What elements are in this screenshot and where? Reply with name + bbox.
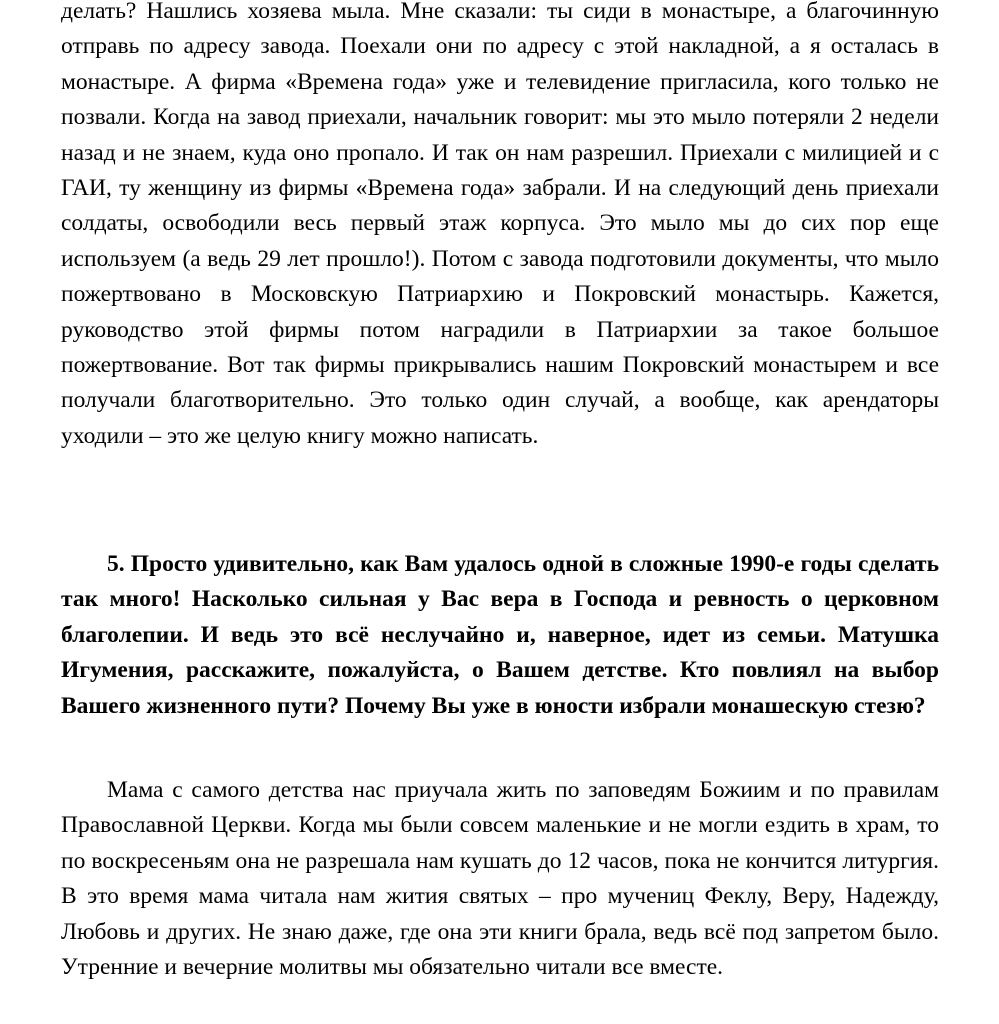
answer-paragraph: Мама с самого детства нас приучала жить по заповедям Божиим и по правилам Православной Церкви. Когда мы были совсем маленькие и не могли ездить в храм, то по воскресеньям она не разрешала нам кушать до 12 часов, пока не кончится литургия. В это время мама читала нам жития святых – про мучениц Феклу, Веру, Надежду, Любовь и других. Не знаю даже, где она эти книги брала, ведь всё под запретом было. Утренние и вечерние молитвы мы обязательно читали все вместе.	[61, 777, 939, 981]
interview-question-5: 5. Просто удивительно, как Вам удалось одной в сложные 1990-е годы сделать так много! Насколько сильная у Вас вера в Господа и ревность о церковном благолепии. И ведь это всё неслучайно и, наверное, идет из семьи. Матушка Игумения, расскажите, пожалуйста, о Вашем детстве. Кто повлиял на выбор Вашего жизненного пути? Почему Вы уже в юности избрали монашескую стезю?	[61, 551, 939, 719]
body-paragraph-continued: делать? Нашлись хозяева мыла. Мне сказали: ты сиди в монастыре, а благочинную отправь по адресу завода. Поехали они по адресу с этой накладной, а я осталась в монастыре. А фирма «Времена года» уже и телевидение пригласила, кого только не позвали. Когда на завод приехали, начальник говорит: мы это мыло потеряли 2 недели назад и не знаем, куда оно пропало. И так он нам разрешил. Приехали с милицией и с ГАИ, ту женщину из фирмы «Времена года» забрали. И на следующий день приехали солдаты, освободили весь первый этаж корпуса. Это мыло мы до сих пор еще используем (а ведь 29 лет прошло!). Потом с завода подготовили документы, что мыло пожертвовано в Московскую Патриархию и Покровский монастырь. Кажется, руководство этой фирмы потом наградили в Патриархии за такое большое пожертвование. Вот так фирмы прикрывались нашим Покровский монастырем и все получали благотворительно. Это только один случай, а вообще, как арендаторы уходили – это же целую книгу можно написать.	[61, 0, 939, 449]
